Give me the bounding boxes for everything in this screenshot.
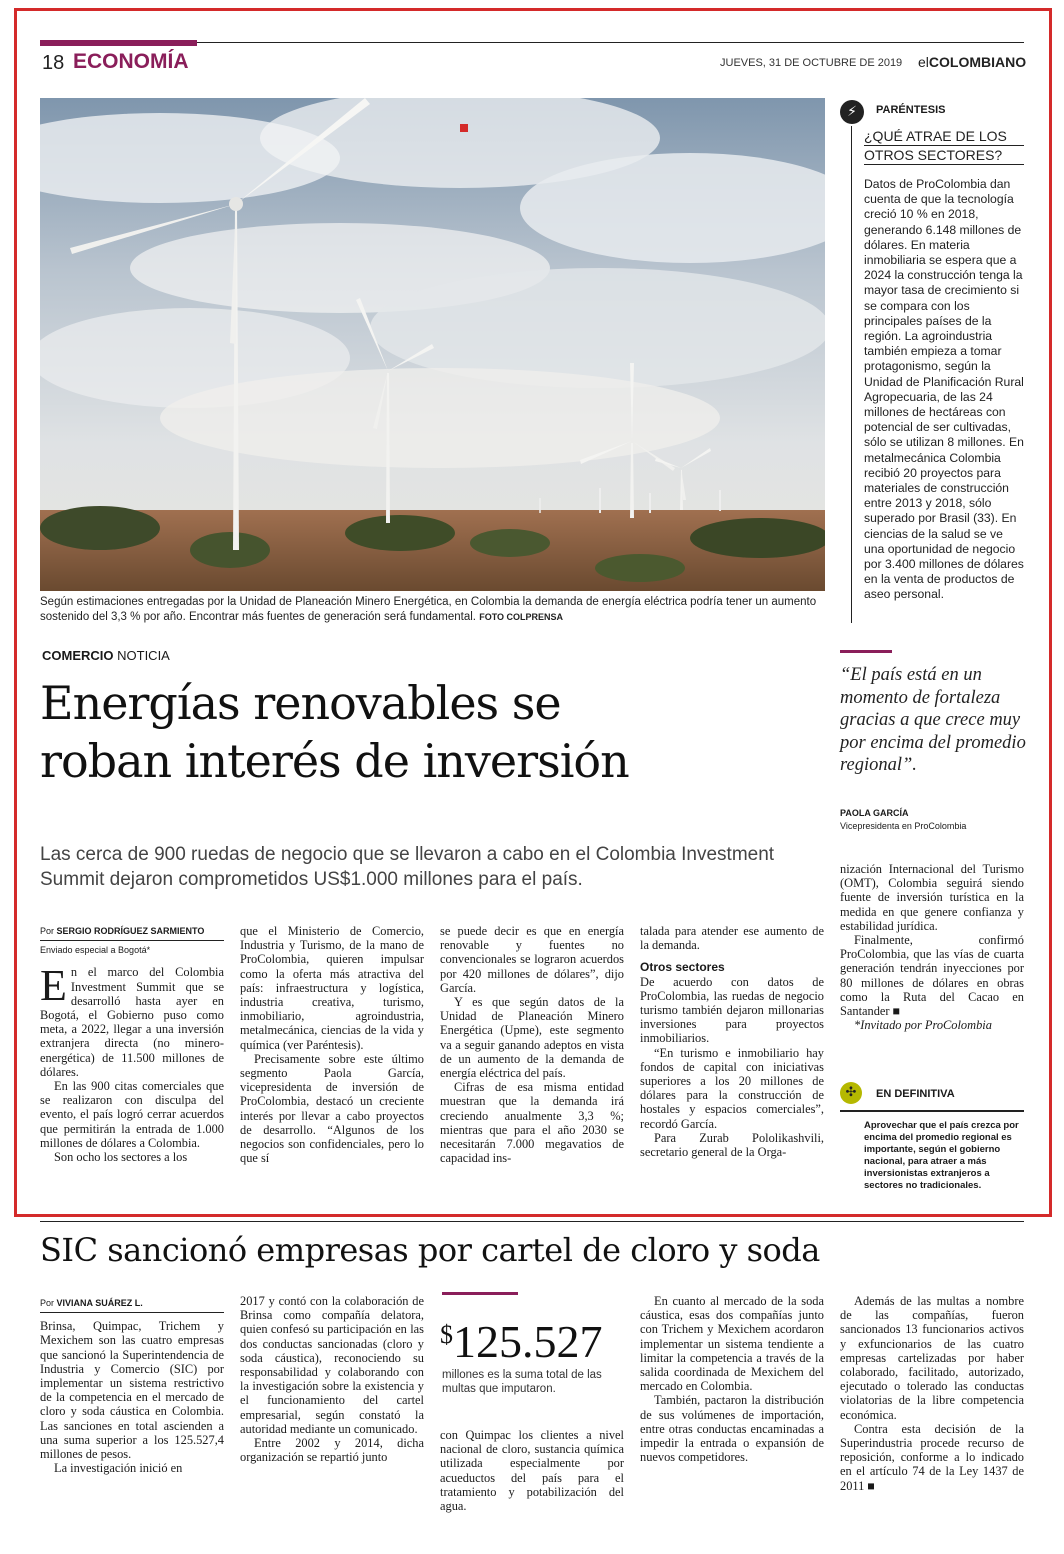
photo-credit: FOTO COLPRENSA <box>479 612 564 622</box>
subhead: Otros sectores <box>640 960 725 975</box>
article-kicker: COMERCIO NOTICIA <box>42 648 170 663</box>
photo-caption: Según estimaciones entregadas por la Unidad de Planeación Minero Energética, en Colombia la demanda de energía eléctrica podría tener un aumento sostenido del 3,3 % por año. Encontrar más fuentes de generación será fundamental. FOTO COLPRENSA <box>40 596 817 623</box>
quote-author: PAOLA GARCÍA <box>840 808 909 818</box>
page-number: 18 <box>42 52 65 74</box>
lightning-icon: ⚡ <box>840 100 864 124</box>
article-column-3: se puede decir es que en energía renovable y fuentes no convencionales se lograron acuerdos por 420 millones de dólares”, dijo García. Y es que según datos de la Unidad de Planeación Minero Energética (Upme), este segmento va a seguir ganando adeptos en vista de un aumento de la demanda de energía eléctrica del país. Cifras de esa misma entidad muestran que la demanda irá creciendo anualmente 3,3 %; mientras que para el año 2030 se necesitarán 7.000 megavatios de capacidad ins- <box>440 924 624 1166</box>
stat-description: millones es la suma total de las multas que imputaron. <box>442 1369 602 1395</box>
byline: Por SERGIO RODRÍGUEZ SARMIENTO Enviado especial a Bogotá* <box>40 924 224 957</box>
sidebar-label: PARÉNTESIS <box>876 104 946 116</box>
pull-quote: “El país está en un momento de fortaleza gracias a que crece muy por encima del promedio regional”. <box>840 665 1026 775</box>
section-bar <box>40 40 197 46</box>
article-column-5: nización Internacional del Turismo (OMT), Colombia seguirá siendo fuente de inversión turística en la medida en que genere confianza y estabilidad jurídica. Finalmente, confirmó ProColombia, que las vías de cuarta generación tendrán inyecciones por 80 millones de dólares en obras como la Ruta del Cacao en Santander ■ *Invitado por ProColombia <box>840 862 1024 1033</box>
issue-date: JUEVES, 31 DE OCTUBRE DE 2019 <box>720 57 903 69</box>
quote-bar <box>840 650 892 653</box>
story2-column-1: Por VIVIANA SUÁREZ L. Brinsa, Quimpac, Trichem y Mexichem son las cuatro empresas que sancionó la Superintendencia de Industria y Comercio (SIC) por implementar un sistema restrictivo de la competencia en el mercado de cloro y soda cáustica en Colombia. Las sanciones en total ascienden a una suma superior a los 125.527,4 millones de pesos. La investigación inició en <box>40 1298 224 1476</box>
quote-role: Vicepresidenta en ProColombia <box>840 821 967 831</box>
wind-farm-photo <box>40 98 825 591</box>
puzzle-icon: ✣ <box>840 1082 862 1104</box>
article-column-2: que el Ministerio de Comercio, Industria y Turismo, de la mano de ProColombia, quieren impulsar como la oferta más atractiva del país: infraestructura y logística, industria creativa, turismo, inmobiliario, agroindustria, metalmecánica, ciencias de la vida y química (ver Paréntesis). Precisamente sobre este último segmento Paola García, vicepresidenta de inversión de ProColombia, destacó un creciente interés por llevar a cabo proyectos de desarrollo. “Algunos de los negocios son confidenciales, pero lo que sí <box>240 924 424 1166</box>
sidebar-title: ¿QUÉ ATRAE DE LOS OTROS SECTORES? <box>864 127 1024 165</box>
definitiva-rule <box>840 1110 1024 1112</box>
definitiva-label: EN DEFINITIVA <box>876 1088 955 1100</box>
stat-bar <box>442 1292 518 1295</box>
story2-headline: SIC sancionó empresas por cartel de cloro y soda <box>40 1231 820 1269</box>
definitiva-text: Aprovechar que el país crezca por encima del promedio regional es importante, según el gobierno nacional, para atraer a más inversionistas extranjeros a sectores no tradicionales. <box>864 1120 1019 1191</box>
story-divider <box>40 1221 1024 1222</box>
dropcap: E <box>40 961 67 1011</box>
stat-value: $125.527 <box>440 1316 603 1367</box>
article-column-4: talada para atender ese aumento de la demanda. Otros sectores De acuerdo con datos de ProColombia, las ruedas de negocio turismo también dejaron millonarias inversiones para proyectos inmobiliarios. “En turismo e inmobiliario hay fondos de capital con iniciativas superiores a los 20 millones de dólares para la construcción de hostales y espacios comerciales”, recordó García. Para Zurab Pololikashvili, secretario general de la Orga- <box>640 924 824 1160</box>
story2-column-4: En cuanto al mercado de la soda cáustica, esas dos compañías junto con Trichem y Mexichem acordaron implementar un sistema tendiente a limitar la competencia a través de la salida coordinada de Mexichem del mercado en Colombia. También, pactaron la distribución de sus volúmenes de importación, entre otras conductas encaminadas a impedir la entrada o expansión de nuevos competidores. <box>640 1294 824 1465</box>
story2-column-3: con Quimpac los clientes a nivel nacional de cloro, sustancia química utilizada especialmente por acueductos del país para el tratamiento y potabilización del agua. <box>440 1428 624 1514</box>
section-name: ECONOMÍA <box>73 50 189 73</box>
article-lead: Las cerca de 900 ruedas de negocio que se llevaron a cabo en el Colombia Investment Summit dejaron comprometidos US$1.000 millones para el país. <box>40 844 775 890</box>
story2-column-2: 2017 y contó con la colaboración de Brinsa como compañía delatora, quien confesó su participación en las dos conductas sancionadas (cloro y soda cáustica), reconociendo su responsabilidad y colaborando con la investigación sobre la existencia y el funcionamiento del cartel empresarial, según constató la autoridad mediante un comunicado. Entre 2002 y 2014, dicha organización se repartió junto <box>240 1294 424 1465</box>
header-rule <box>197 42 1024 43</box>
story2-column-5: Además de las multas a nombre de las compañías, fueron sancionados 13 funcionarios activos y exfuncionarios de las cuatro empresas cartelizadas por haber colaborado, facilitado, autorizado, ejecutado o tolerado las conductas violatorias de la libre competencia económica. Contra esta decisión de la Superindustria procede recurso de reposición, conforme a lo indicado en el artículo 74 de la Ley 1437 de 2011 ■ <box>840 1294 1024 1493</box>
sidebar-rule <box>851 126 852 623</box>
article-column-1: Por SERGIO RODRÍGUEZ SARMIENTO Enviado especial a Bogotá* En el marco del Colombia Investment Summit que se desarrolló hasta ayer en Bogotá, el Gobierno puso como meta, a 2022, llegar a una inversión extranjera directa (no minero-energética) de 11.500 millones de dólares. En las 900 citas comerciales que se realizaron con disculpa del evento, el país logró cerrar acuerdos que permitirán la entrada de 1.000 millones de dólares a Colombia. Son ocho los sectores a los <box>40 926 224 1165</box>
story2-byline: Por VIVIANA SUÁREZ L. <box>40 1296 224 1313</box>
masthead-logo: elCOLOMBIANO <box>918 54 1027 70</box>
sidebar-text: Datos de ProColombia dan cuenta de que la tecnología creció 10 % en 2018, generando 6.148 millones de dólares. En materia inmobiliaria se espera que a 2024 la construcción tenga la mayor tasa de crecimiento si se compara con los principales países de la región. La agroindustria también empieza a tomar protagonismo, según la Unidad de Planificación Rural Agropecuaria, de las 24 millones de hectáreas con potencial de ser cultivadas, sólo se utilizan 8 millones. En metalmecánica Colombia recibió 20 proyectos para materiales de construcción entre 2013 y 2018, sólo superado por Brasil (33). En ciencias de la salud se ve una oportunidad de negocio por 3.400 millones de dólares en la venta de productos de aseo personal. <box>864 177 1024 602</box>
article-headline: Energías renovables se roban interés de inversión <box>40 676 629 788</box>
